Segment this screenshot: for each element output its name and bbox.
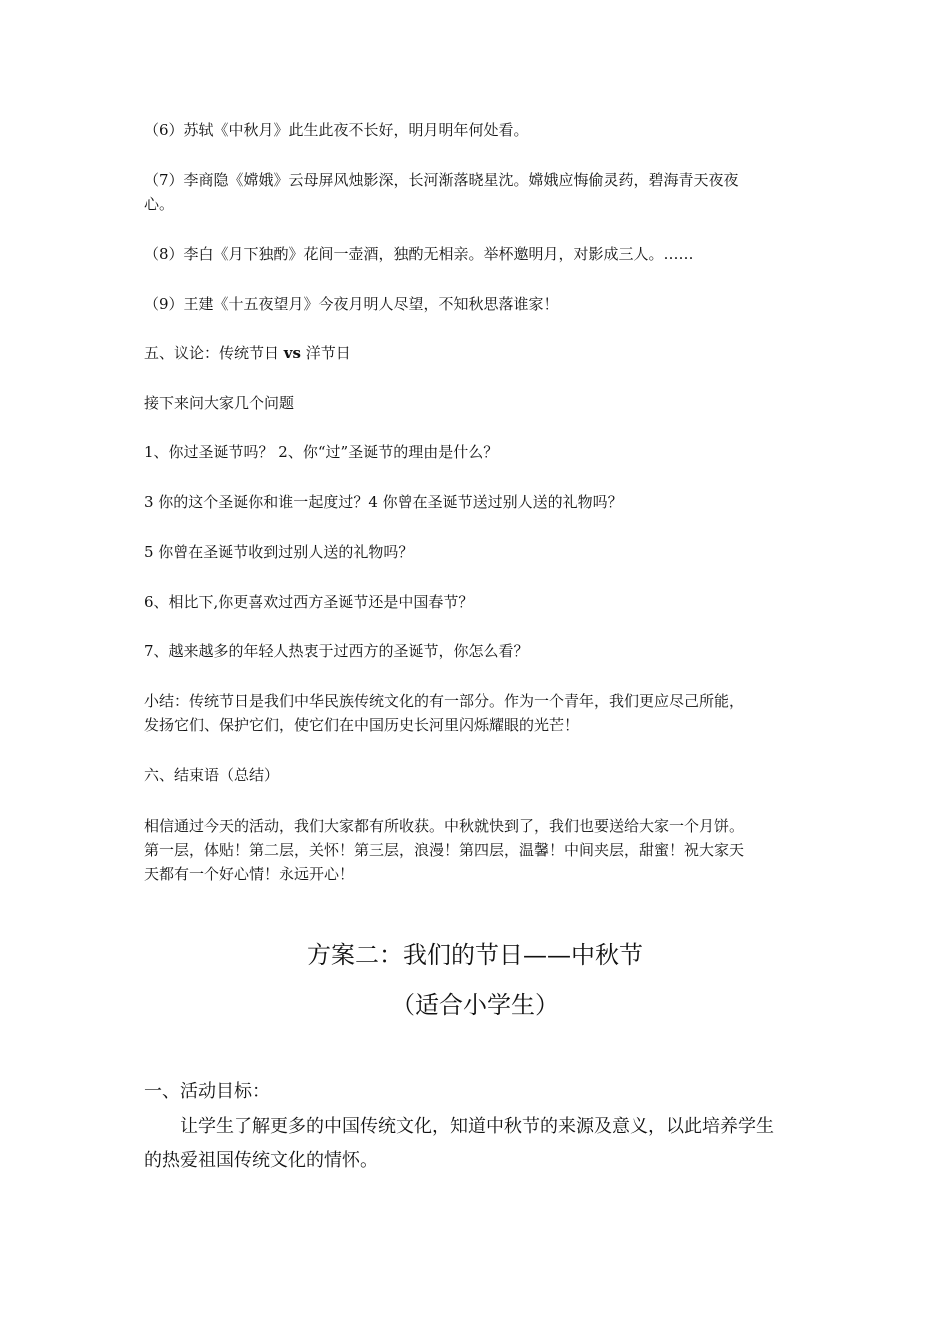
poem-7-line-2: 心。	[144, 195, 175, 213]
poem-7	[144, 168, 808, 216]
plan-2-title: 方案二：我们的节日——中秋节	[307, 941, 643, 969]
goal-heading	[144, 1075, 808, 1109]
closing-line-1: 相信通过今天的活动，我们大家都有所收获。中秋就快到了，我们也要送给大家一个月饼。	[144, 817, 745, 835]
questions-intro	[144, 391, 808, 415]
summary	[144, 689, 808, 737]
question-6	[144, 590, 808, 614]
goal-heading-text: 一、活动目标：	[144, 1081, 270, 1102]
poem-9-text: （9）王建《十五夜望月》今夜月明人尽望，不知秋思落谁家！	[144, 295, 559, 313]
question-1-2	[144, 440, 808, 464]
question-6-text: 6、相比下,你更喜欢过西方圣诞节还是中国春节？	[144, 593, 474, 611]
summary-line-2: 发扬它们、保护它们，使它们在中国历史长河里闪烁耀眼的光芒！	[144, 716, 580, 734]
section-5-heading	[144, 341, 808, 365]
section-6-heading	[144, 763, 808, 787]
goal-line-1: 让学生了解更多的中国传统文化，知道中秋节的来源及意义，以此培养学生	[180, 1116, 774, 1137]
poem-8-text: （8）李白《月下独酌》花间一壶酒，独酌无相亲。举杯邀明月，对影成三人。……	[144, 245, 694, 263]
closing-line-3: 天都有一个好心情！永远开心！	[144, 865, 355, 883]
poem-7-line-1: （7）李商隐《嫦娥》云母屏风烛影深，长河渐落晓星沈。嫦娥应悔偷灵药，碧海青天夜夜	[144, 171, 739, 189]
question-7	[144, 639, 808, 663]
section-6-text: 六、结束语（总结）	[144, 766, 280, 784]
section-5-vs: vs	[283, 344, 301, 362]
section-5-prefix: 五、议论：传统节日	[144, 344, 284, 362]
summary-line-1: 小结：传统节日是我们中华民族传统文化的有一部分。作为一个青年，我们更应尽己所能，	[144, 692, 745, 710]
closing	[144, 814, 808, 886]
poem-6-text: （6）苏轼《中秋月》此生此夜不长好，明月明年何处看。	[144, 121, 529, 139]
question-7-text: 7、越来越多的年轻人热衷于过西方的圣诞节，你怎么看？	[144, 642, 529, 660]
question-3-4	[144, 490, 808, 514]
poem-8	[144, 242, 808, 266]
question-3-4-text: 3 你的这个圣诞你和谁一起度过？4 你曾在圣诞节送过别人送的礼物吗？	[144, 493, 623, 511]
question-1-2-text: 1、你过圣诞节吗？ 2、你“过”圣诞节的理由是什么？	[144, 443, 499, 461]
question-5	[144, 540, 808, 564]
goal-line-2: 的热爱祖国传统文化的情怀。	[144, 1150, 378, 1171]
questions-intro-text: 接下来问大家几个问题	[144, 394, 295, 412]
plan-2-subtitle: （适合小学生）	[391, 991, 559, 1019]
closing-line-2: 第一层，体贴！第二层，关怀！第三层，浪漫！第四层，温馨！中间夹层，甜蜜！祝大家天	[144, 841, 745, 859]
poem-9	[144, 292, 808, 316]
question-5-text: 5 你曾在圣诞节收到过别人送的礼物吗？	[144, 543, 414, 561]
section-5-suffix: 洋节日	[300, 344, 351, 362]
goal-body	[144, 1110, 808, 1178]
poem-6	[144, 118, 808, 142]
